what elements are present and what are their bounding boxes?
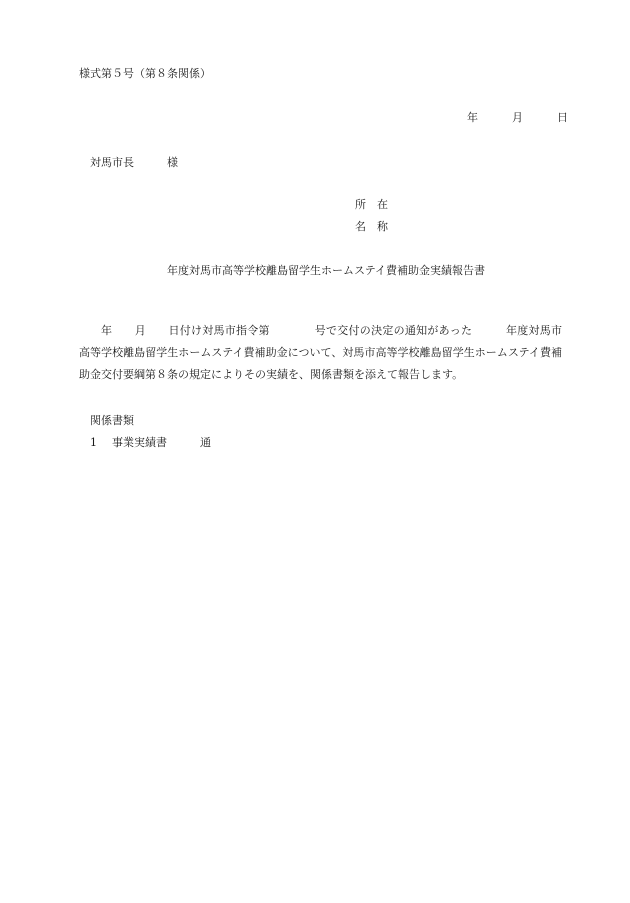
date-day: 日 [557, 111, 568, 124]
attachment-number: 1 [90, 436, 97, 449]
address-label: 所 在 [355, 198, 388, 211]
attachment-label: 事業実績書 [112, 436, 167, 449]
body-paragraph: 年 月 日付け対馬市指令第 号で交付の決定の通知があった 年度対馬市高等学校離島留学生ホームステイ費補助金について、対馬市高等学校離島留学生ホームステイ費補助金交付要綱第８条の規定によりその実績を、関係書類を添えて報告します。 [79, 324, 562, 381]
attachments-heading: 関係書類 [90, 414, 134, 427]
addressee-name: 対馬市長 [90, 156, 134, 169]
name-label: 名 称 [355, 220, 388, 233]
attachment-unit: 通 [200, 436, 211, 449]
form-number: 様式第５号（第８条関係） [79, 67, 211, 80]
date-month: 月 [512, 111, 523, 124]
document-title: 年度対馬市高等学校離島留学生ホームステイ費補助金実績報告書 [167, 264, 486, 277]
addressee-honorific: 様 [167, 156, 178, 169]
date-year: 年 [467, 111, 478, 124]
